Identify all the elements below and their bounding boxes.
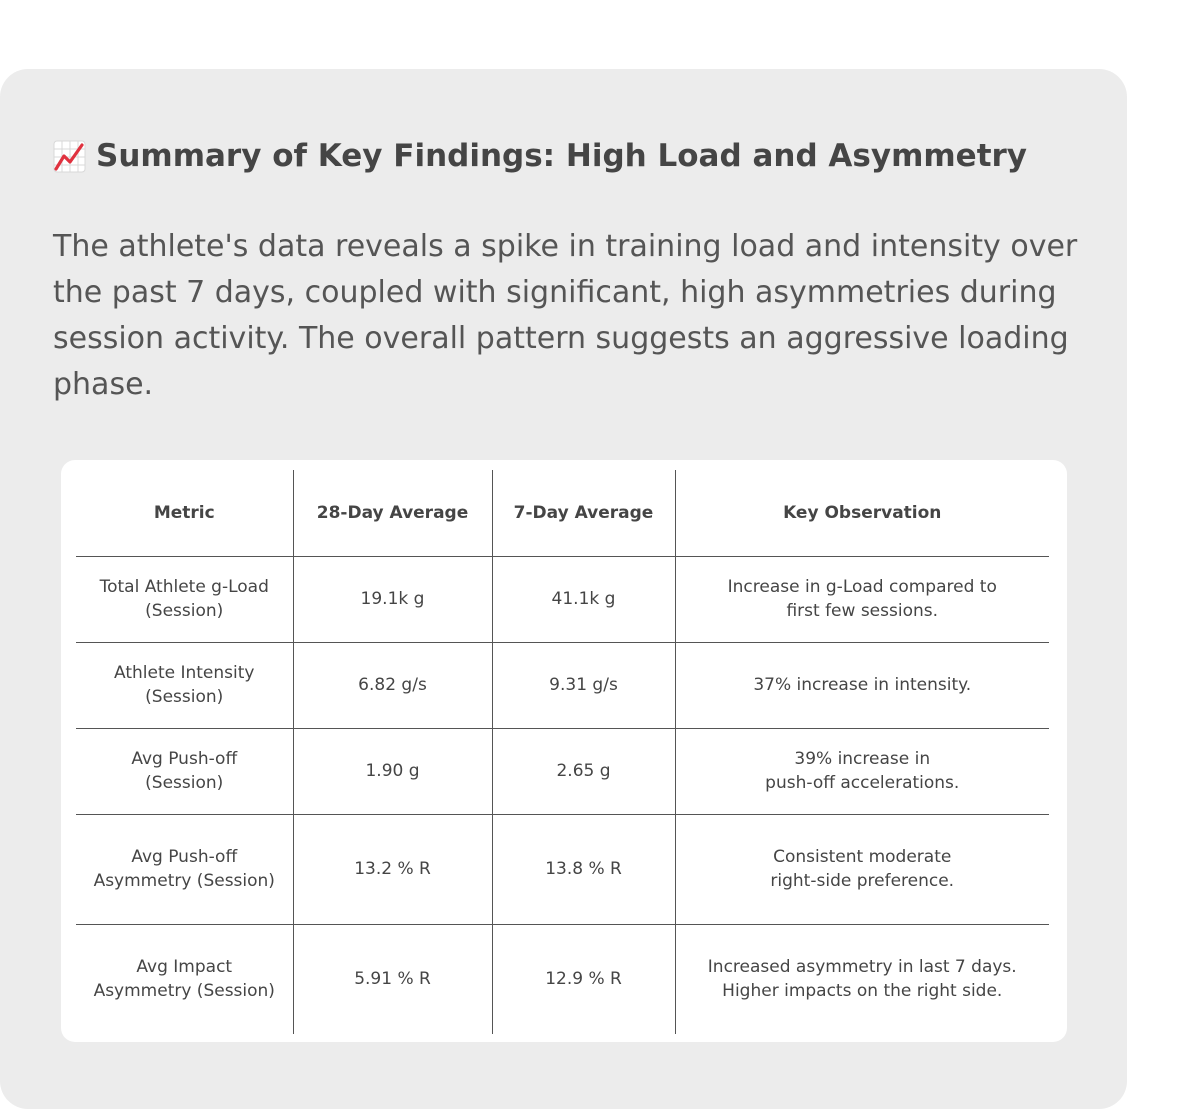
section-title: Summary of Key Findings: High Load and Asymmetry xyxy=(96,138,1028,174)
metric-cell: Total Athlete g-Load (Session) xyxy=(76,556,293,642)
avg7-cell: 9.31 g/s xyxy=(492,642,675,728)
intro-paragraph: The athlete's data reveals a spike in training load and intensity over the past 7 days, coupled with significant, high asymmetries during session activity. The overall pattern suggests an aggressive loading phase. xyxy=(53,229,1078,402)
observation-cell: Consistent moderate right-side preference. xyxy=(675,814,1049,924)
avg7-cell: 13.8 % R xyxy=(492,814,675,924)
table-row xyxy=(76,642,1049,728)
table-row xyxy=(76,556,1049,642)
avg7-cell: 41.1k g xyxy=(492,556,675,642)
chart-increasing-icon xyxy=(53,140,86,173)
avg7-cell: 2.65 g xyxy=(492,728,675,814)
metric-cell: Avg Impact Asymmetry (Session) xyxy=(93,957,275,1002)
observation-cell: Increase in g-Load compared to first few sessions. xyxy=(675,556,1049,642)
table-header-row xyxy=(76,470,1049,556)
avg28-cell: 13.2 % R xyxy=(293,814,492,924)
observation-cell: 37% increase in intensity. xyxy=(675,642,1049,728)
column-header-key-observation: Key Observation xyxy=(675,470,1049,556)
observation-cell: 39% increase in push-off accelerations. xyxy=(675,728,1049,814)
metric-cell: Avg Push-off Asymmetry (Session) xyxy=(76,814,293,924)
avg28-cell: 6.82 g/s xyxy=(293,642,492,728)
column-header-7-day-average: 7-Day Average xyxy=(492,470,675,556)
metric-cell: Athlete Intensity (Session) xyxy=(76,642,293,728)
metric-cell: Avg Push-off (Session) xyxy=(76,728,293,814)
table-row xyxy=(76,728,1049,814)
observation-cell: Increased asymmetry in last 7 days. Higher impacts on the right side. xyxy=(675,924,1049,1034)
table-row xyxy=(76,924,1049,1034)
avg28-cell: 19.1k g xyxy=(293,556,492,642)
avg7-cell: 12.9 % R xyxy=(492,924,675,1034)
table-row xyxy=(76,814,1049,924)
column-header-metric: Metric xyxy=(76,470,293,556)
avg28-cell: 1.90 g xyxy=(293,728,492,814)
column-header-28-day-average: 28-Day Average xyxy=(293,470,492,556)
avg28-cell: 5.91 % R xyxy=(293,924,492,1034)
findings-table-card xyxy=(61,460,1067,1042)
findings-table xyxy=(76,470,1049,1034)
section-heading xyxy=(53,134,1027,178)
